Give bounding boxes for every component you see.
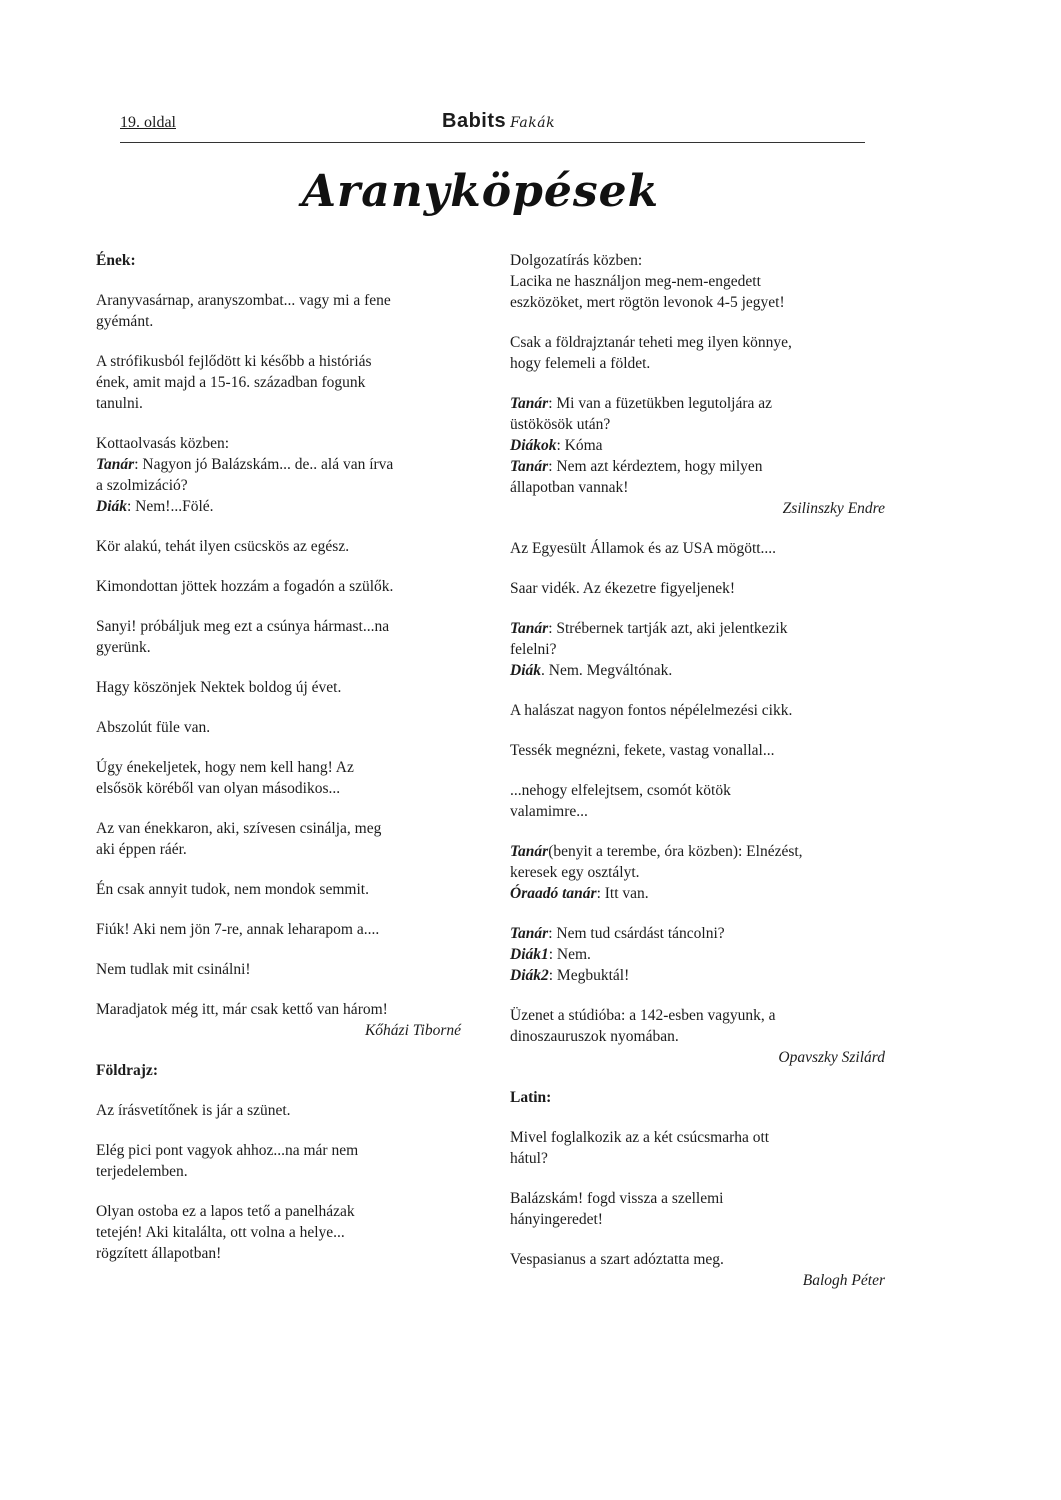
speech: : Nem!...Fölé. bbox=[127, 498, 214, 515]
quote-line: Üzenet a stúdióba: a 142-esben vagyunk, a bbox=[510, 1007, 776, 1024]
quote-line: tanulni. bbox=[96, 395, 143, 412]
speaker: Tanár bbox=[510, 395, 549, 412]
quote bbox=[96, 616, 461, 658]
dialogue-line bbox=[510, 923, 875, 944]
speech: : Itt van. bbox=[596, 885, 649, 902]
quote-line: terjedelemben. bbox=[96, 1163, 188, 1180]
dialogue bbox=[96, 433, 461, 517]
quote-line: eszközöket, mert rögtön levonok 4-5 jegyet! bbox=[510, 294, 785, 311]
author-signature: Opavszky Szilárd bbox=[778, 1049, 885, 1066]
quote bbox=[510, 1249, 885, 1291]
quote-line: Vespasianus a szart adóztatta meg. bbox=[510, 1251, 724, 1268]
brand-script: Fakák bbox=[510, 115, 556, 131]
speech: : Nem azt kérdeztem, hogy milyen bbox=[548, 458, 763, 475]
quote-line: Sanyi! próbáljuk meg ezt a csúnya hármast...na bbox=[96, 618, 390, 635]
speaker: Tanár bbox=[510, 620, 549, 637]
author-signature: Balogh Péter bbox=[802, 1272, 885, 1289]
dialogue-intro: Kottaolvasás közben: bbox=[96, 435, 230, 452]
dialogue-line bbox=[510, 965, 875, 986]
quote bbox=[96, 351, 461, 414]
dialogue bbox=[510, 393, 885, 519]
section-heading-latin: Latin: bbox=[510, 1089, 552, 1106]
quote: Hagy köszönjek Nektek boldog új évet. bbox=[96, 679, 342, 696]
quote: A halászat nagyon fontos népélelmezési cikk. bbox=[510, 702, 793, 719]
speaker: Tanár bbox=[96, 456, 135, 473]
quote-line: Dolgozatírás közben: bbox=[510, 252, 643, 269]
speaker: Óraadó tanár bbox=[510, 885, 597, 902]
quote-line: Aranyvasárnap, aranyszombat... vagy mi a fene bbox=[96, 292, 391, 309]
quote-line: hátul? bbox=[510, 1150, 548, 1167]
quote: Az írásvetítőnek is jár a szünet. bbox=[96, 1102, 291, 1119]
quote-line: gyerünk. bbox=[96, 639, 151, 656]
dialogue-line bbox=[510, 660, 875, 681]
quote-line: Balázskám! fogd vissza a szellemi bbox=[510, 1190, 724, 1207]
quote bbox=[96, 1140, 461, 1182]
quote-line: Az van énekkaron, aki, szívesen csinálja, meg bbox=[96, 820, 382, 837]
quote-line: ének, amit majd a 15-16. században fogunk bbox=[96, 374, 366, 391]
dialogue-line bbox=[510, 456, 875, 477]
dialogue-line bbox=[510, 841, 875, 862]
quote bbox=[510, 250, 875, 313]
quote-line: dinoszauruszok nyomában. bbox=[510, 1028, 679, 1045]
speech: felelni? bbox=[510, 641, 557, 658]
quote bbox=[96, 757, 461, 799]
speaker: Diák1 bbox=[510, 946, 549, 963]
quote bbox=[510, 332, 875, 374]
speech: : Nagyon jó Balázskám... de.. alá van írva bbox=[134, 456, 394, 473]
quote: Saar vidék. Az ékezetre figyeljenek! bbox=[510, 580, 736, 597]
speaker: Tanár bbox=[510, 458, 549, 475]
section-heading-enek: Ének: bbox=[96, 252, 136, 269]
dialogue-line bbox=[96, 454, 461, 475]
speech: : Mi van a füzetükben legutoljára az bbox=[548, 395, 772, 412]
speaker: Tanár bbox=[510, 843, 549, 860]
quote: Tessék megnézni, fekete, vastag vonallal... bbox=[510, 742, 775, 759]
quote bbox=[510, 1005, 885, 1068]
quote-line: Csak a földrajztanár teheti meg ilyen könnye, bbox=[510, 334, 792, 351]
author-signature: Kőházi Tiborné bbox=[364, 1022, 461, 1039]
speaker: Diák2 bbox=[510, 967, 549, 984]
speech: állapotban vannak! bbox=[510, 479, 629, 496]
quote: Abszolút füle van. bbox=[96, 719, 211, 736]
dialogue bbox=[510, 923, 875, 986]
quote-line: Maradjatok még itt, már csak kettő van három! bbox=[96, 1001, 388, 1018]
quote-line: aki éppen ráér. bbox=[96, 841, 187, 858]
speech: : Strébernek tartják azt, aki jelentkezik bbox=[548, 620, 788, 637]
quote-line: tetején! Aki kitalálta, ott volna a helye... bbox=[96, 1224, 345, 1241]
speech: : Nem. bbox=[548, 946, 591, 963]
quote-line: Úgy énekeljetek, hogy nem kell hang! Az bbox=[96, 759, 354, 776]
dialogue-line bbox=[510, 393, 875, 414]
speech: : Nem tud csárdást táncolni? bbox=[548, 925, 725, 942]
quote: Nem tudlak mit csinálni! bbox=[96, 961, 251, 978]
quote bbox=[510, 780, 875, 822]
section-heading-foldrajz: Földrajz: bbox=[96, 1062, 158, 1079]
quote bbox=[96, 999, 461, 1041]
speaker: Diákok bbox=[510, 437, 557, 454]
speaker: Tanár bbox=[510, 925, 549, 942]
dialogue-line bbox=[510, 944, 875, 965]
quote bbox=[96, 818, 461, 860]
quote-line: A strófikusból fejlődött ki később a históriás bbox=[96, 353, 372, 370]
speech: a szolmizáció? bbox=[96, 477, 188, 494]
publication-name bbox=[442, 110, 555, 133]
speaker: Diák bbox=[510, 662, 541, 679]
quote-line: Mivel foglalkozik az a két csúcsmarha ott bbox=[510, 1129, 770, 1146]
right-column bbox=[510, 250, 885, 1310]
quote-line: hogy felemeli a földet. bbox=[510, 355, 651, 372]
dialogue-line bbox=[510, 618, 875, 639]
quote-line: ...nehogy elfelejtsem, csomót kötök bbox=[510, 782, 731, 799]
quote-line: Olyan ostoba ez a lapos tető a panelházak bbox=[96, 1203, 355, 1220]
quote-line: hányingeredet! bbox=[510, 1211, 603, 1228]
quote bbox=[510, 1188, 875, 1230]
page-title: Aranyköpések bbox=[301, 166, 660, 217]
speech: (benyit a terembe, óra közben): Elnézést, bbox=[548, 843, 803, 860]
quote: Fiúk! Aki nem jön 7-re, annak leharapom a.... bbox=[96, 921, 380, 938]
dialogue bbox=[510, 841, 875, 904]
page-header bbox=[120, 110, 865, 143]
quote-line: elsősök köréből van olyan másodikos... bbox=[96, 780, 341, 797]
page-number: 19. oldal bbox=[120, 114, 176, 131]
quote-line: Elég pici pont vagyok ahhoz...na már nem bbox=[96, 1142, 359, 1159]
author-signature: Zsilinszky Endre bbox=[782, 500, 885, 517]
dialogue-line bbox=[510, 435, 875, 456]
speech: . Nem. Megváltónak. bbox=[541, 662, 673, 679]
dialogue-line bbox=[510, 883, 875, 904]
speech: : Megbuktál! bbox=[548, 967, 630, 984]
quote: Kör alakú, tehát ilyen csücskös az egész. bbox=[96, 538, 350, 555]
quote bbox=[96, 1201, 461, 1264]
speech: : Kóma bbox=[556, 437, 603, 454]
left-column bbox=[96, 250, 461, 1283]
dialogue-line bbox=[96, 496, 461, 517]
brand-word: Babits bbox=[442, 110, 507, 132]
quote bbox=[96, 290, 461, 332]
quote: Kimondottan jöttek hozzám a fogadón a szülők. bbox=[96, 578, 394, 595]
quote: Én csak annyit tudok, nem mondok semmit. bbox=[96, 881, 369, 898]
dialogue bbox=[510, 618, 875, 681]
speech: keresek egy osztályt. bbox=[510, 864, 640, 881]
quote-line: rögzített állapotban! bbox=[96, 1245, 222, 1262]
speech: üstökösök után? bbox=[510, 416, 611, 433]
quote bbox=[510, 1127, 875, 1169]
quote: Az Egyesült Államok és az USA mögött.... bbox=[510, 540, 777, 557]
quote-line: Lacika ne használjon meg-nem-engedett bbox=[510, 273, 761, 290]
speaker: Diák bbox=[96, 498, 127, 515]
quote-line: gyémánt. bbox=[96, 313, 154, 330]
quote-line: valamimre... bbox=[510, 803, 588, 820]
